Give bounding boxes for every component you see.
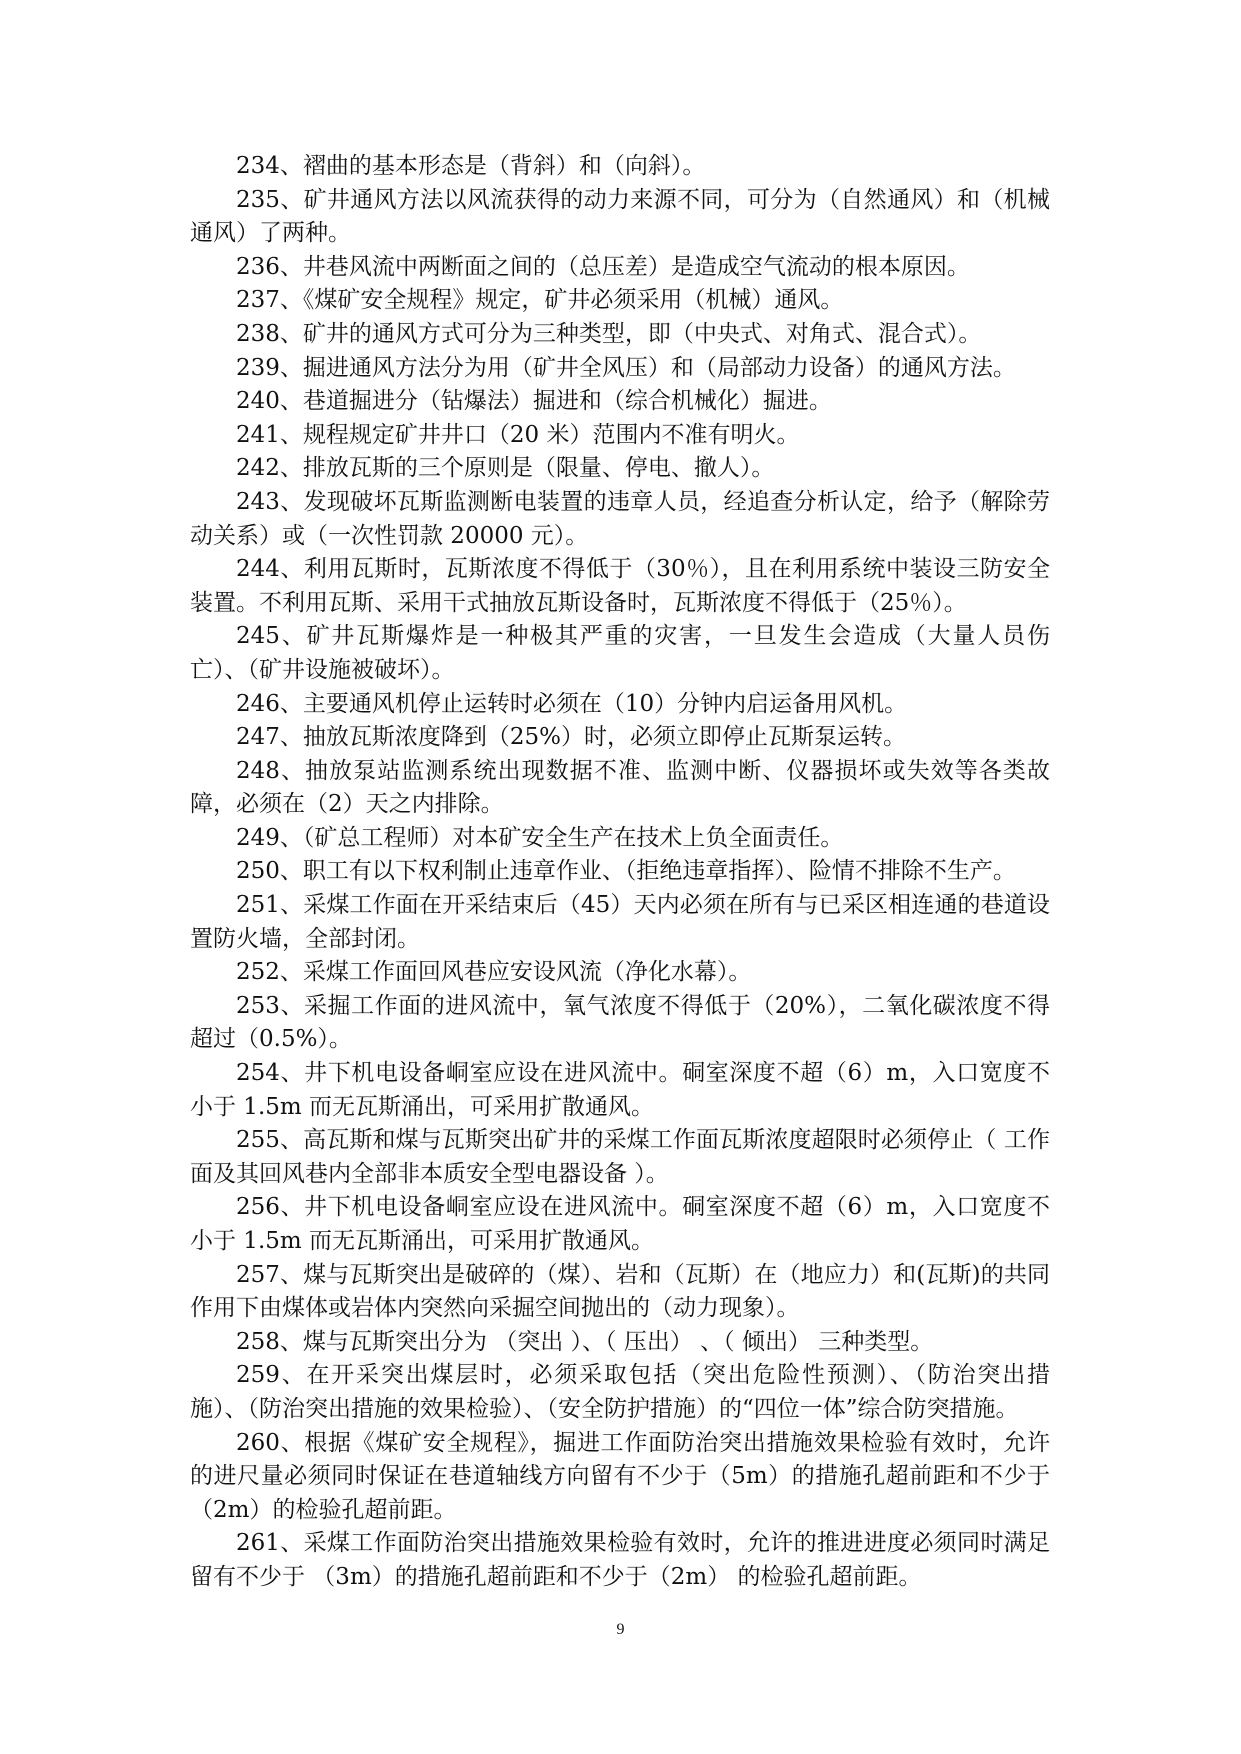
- paragraph-item-255: 255、高瓦斯和煤与瓦斯突出矿井的采煤工作面瓦斯浓度超限时必须停止（ 工作面及其回风巷内全部非本质安全型电器设备 ）。: [190, 1127, 1050, 1187]
- paragraph-item-237: 237、《煤矿安全规程》规定，矿井必须采用（机械）通风。: [236, 287, 844, 314]
- paragraph-item-249: 249、（矿总工程师）对本矿安全生产在技术上负全面责任。: [236, 824, 844, 851]
- paragraph-item-238: 238、矿井的通风方式可分为三种类型，即（中央式、对角式、混合式）。: [236, 320, 982, 347]
- paragraph-item-260: 260、根据《煤矿安全规程》，掘进工作面防治突出措施效果检验有效时，允许的进尺量必须同时保证在巷道轴线方向留有不少于（5m）的措施孔超前距和不少于（2m）的检验孔超前距。: [190, 1429, 1050, 1523]
- paragraph-item-259: 259、在开采突出煤层时，必须采取包括（突出危险性预测）、（防治突出措施）、（防治突出措施的效果检验）、（安全防护措施）的“四位一体”综合防突措施。: [190, 1362, 1050, 1422]
- paragraph-item-247: 247、抽放瓦斯浓度降到（25%）时，必须立即停止瓦斯泵运转。: [236, 724, 907, 751]
- paragraph-item-251: 251、采煤工作面在开采结束后（45）天内必须在所有与已采区相连通的巷道设置防火墙，全部封闭。: [190, 892, 1050, 952]
- paragraph-item-252: 252、采煤工作面回风巷应安设风流（净化水幕）。: [236, 959, 752, 986]
- paragraph-item-258: 258、煤与瓦斯突出分为 （突出 ）、（ 压出） 、（ 倾出） 三种类型。: [236, 1328, 934, 1355]
- document-body: [190, 150, 1050, 1595]
- paragraph-item-240: 240、巷道掘进分（钻爆法）掘进和（综合机械化）掘进。: [236, 388, 832, 415]
- paragraph-item-254: 254、井下机电设备峒室应设在进风流中。硐室深度不超（6）m，入口宽度不小于 1.5m 而无瓦斯涌出，可采用扩散通风。: [190, 1060, 1050, 1120]
- paragraph-item-250: 250、职工有以下权利制止违章作业、（拒绝违章指挥）、险情不排除不生产。: [236, 858, 1016, 885]
- paragraph-item-241: 241、规程规定矿井井口（20 米）范围内不准有明火。: [236, 421, 800, 448]
- paragraph-item-243: 243、发现破坏瓦斯监测断电装置的违章人员，经追查分析认定，给予（解除劳动关系）或（一次性罚款 20000 元）。: [190, 488, 1050, 549]
- paragraph-item-236: 236、井巷风流中两断面之间的（总压差）是造成空气流动的根本原因。: [236, 253, 970, 280]
- paragraph-item-234: 234、褶曲的基本形态是（背斜）和（向斜）。: [236, 153, 706, 179]
- paragraph-item-261: 261、采煤工作面防治突出措施效果检验有效时，允许的推进进度必须同时满足留有不少于 （3m）的措施孔超前距和不少于（2m） 的检验孔超前距。: [190, 1530, 1050, 1590]
- paragraph-item-244: 244、利用瓦斯时，瓦斯浓度不得低于（30％），且在利用系统中装设三防安全装置。不利用瓦斯、采用干式抽放瓦斯设备时，瓦斯浓度不得低于（25％）。: [190, 556, 1050, 616]
- page-number: 9: [616, 1621, 625, 1638]
- paragraph-item-257: 257、煤与瓦斯突出是破碎的（煤）、岩和（瓦斯）在（地应力）和(瓦斯)的共同作用下由煤体或岩体内突然向采掘空间抛出的（动力现象）。: [190, 1261, 1050, 1322]
- paragraph-item-256: 256、井下机电设备峒室应设在进风流中。硐室深度不超（6）m，入口宽度不小于 1.5m 而无瓦斯涌出，可采用扩散通风。: [190, 1194, 1050, 1254]
- paragraph-item-246: 246、主要通风机停止运转时必须在（10）分钟内启运备用风机。: [236, 690, 908, 717]
- paragraph-item-248: 248、抽放泵站监测系统出现数据不准、监测中断、仪器损坏或失效等各类故障，必须在（2）天之内排除。: [190, 757, 1050, 818]
- paragraph-item-242: 242、排放瓦斯的三个原则是（限量、停电、撤人）。: [236, 455, 775, 482]
- paragraph-item-245: 245、矿井瓦斯爆炸是一种极其严重的灾害，一旦发生会造成（大量人员伤亡）、（矿井设施被破坏）。: [190, 623, 1050, 683]
- paragraph-item-239: 239、掘进通风方法分为用（矿井全风压）和（局部动力设备）的通风方法。: [236, 354, 1016, 381]
- paragraph-item-253: 253、采掘工作面的进风流中，氧气浓度不得低于（20%），二氧化碳浓度不得超过（0.5%）。: [190, 992, 1050, 1053]
- paragraph-item-235: 235、矿井通风方法以风流获得的动力来源不同，可分为（自然通风）和（机械通风）了两种。: [190, 186, 1050, 247]
